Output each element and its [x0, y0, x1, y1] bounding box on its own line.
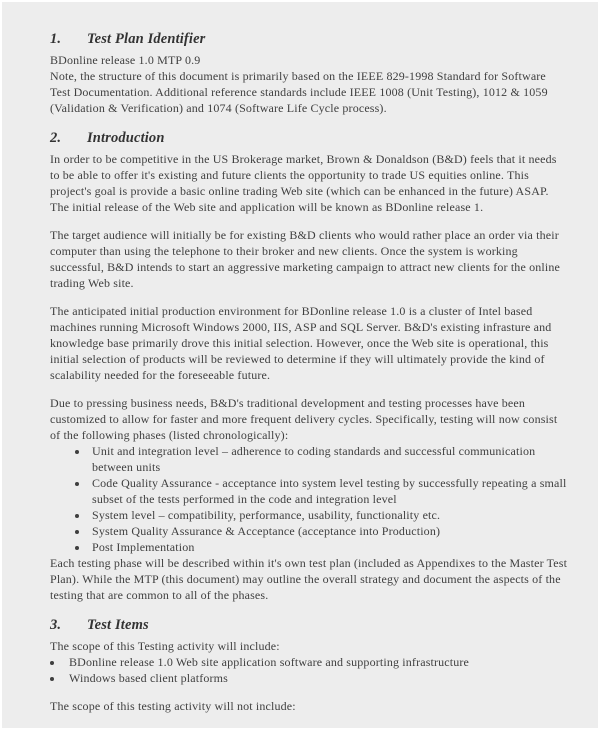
- list-item: • System level – compatibility, performance, usability, functionality etc.: [89, 507, 568, 523]
- standards-note-paragraph: Note, the structure of this document is primarily based on the IEEE 829-1998 Standard for Software Test Documentation. Additional reference standards include IEEE 1008 (Unit Testing), 1012 & 1059 (Validation & Verification) and 1074 (Software Life Cycle process).: [50, 69, 548, 115]
- section-2-title: Introduction: [87, 130, 165, 146]
- section-3-heading: [50, 616, 568, 635]
- section-3-number: 3.: [50, 617, 62, 633]
- scope-not-include-intro: The scope of this testing activity will not include:: [50, 699, 296, 713]
- section-test-items: [50, 616, 568, 714]
- section-1-heading: [50, 30, 568, 49]
- section-2-heading: [50, 129, 568, 148]
- section-3-title: Test Items: [87, 617, 149, 633]
- section-2-number: 2.: [50, 130, 62, 146]
- intro-paragraph-2: The target audience will initially be for existing B&D clients who would rather place an order via their computer than using the telephone to their broker and new clients. Once the system is working successful, B&D intends to start an aggressive marketing campaign to attract new clients for the online trading Web site.: [50, 228, 560, 290]
- scope-include-intro: The scope of this Testing activity will include:: [50, 639, 280, 653]
- section-1-number: 1.: [50, 31, 62, 47]
- list-item: • Unit and integration level – adherence to coding standards and successful communication between units: [89, 443, 568, 475]
- intro-paragraph-3: The anticipated initial production environment for BDonline release 1.0 is a cluster of Intel based machines running Microsoft Windows 2000, IIS, ASP and SQL Server. B&D's existing infrasture and knowledge base primarily drove this initial selection. However, once the Web site is operational, this initial selection of products will be reviewed to determine if they will ultimately provide the kind of scalability needed for the foreseeable future.: [50, 304, 552, 382]
- section-1-title: Test Plan Identifier: [87, 31, 206, 47]
- list-item: • Code Quality Assurance - acceptance into system level testing by successfully repeating a small subset of the tests performed in the code and integration level: [89, 475, 568, 507]
- scanned-document-page: [2, 2, 598, 728]
- section-test-plan-identifier: [50, 30, 568, 116]
- list-item: • BDonline release 1.0 Web site application software and supporting infrastructure: [64, 654, 568, 670]
- scope-include-list: [50, 654, 568, 686]
- test-plan-version-line: BDonline release 1.0 MTP 0.9: [50, 53, 201, 67]
- intro-closing-paragraph: Each testing phase will be described within it's own test plan (included as Appendixes to the Master Test Plan). While the MTP (this document) may outline the overall strategy and document the aspects of the testing that are common to all of the phases.: [50, 556, 568, 602]
- testing-phases-list: [50, 443, 568, 555]
- list-item: • System Quality Assurance & Acceptance (acceptance into Production): [89, 523, 568, 539]
- list-item: • Windows based client platforms: [64, 670, 568, 686]
- intro-paragraph-1: In order to be competitive in the US Brokerage market, Brown & Donaldson (B&D) feels that it needs to be able to offer it's existing and future clients the opportunity to trade US equities online. This project's goal is provide a basic online trading Web site (which can be enhanced in the future) ASAP. The initial release of the Web site and application will be known as BDonline release 1.: [50, 152, 557, 214]
- section-introduction: [50, 129, 568, 603]
- list-item: • Post Implementation: [89, 539, 568, 555]
- intro-paragraph-4: Due to pressing business needs, B&D's traditional development and testing processes have been customized to allow for faster and more frequent delivery cycles. Specifically, testing will now consist of the following phases (listed chronologically):: [50, 396, 558, 442]
